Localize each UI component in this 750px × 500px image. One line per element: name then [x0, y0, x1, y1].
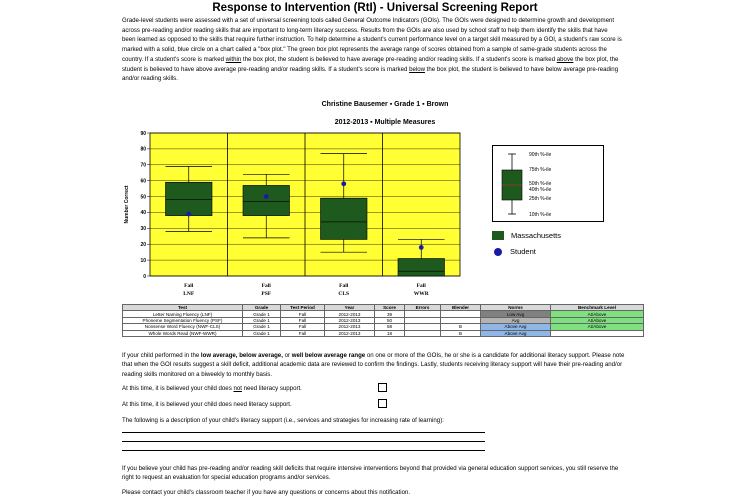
table-cell: Nonsense Word Fluency (NWF-CLS): [123, 324, 243, 330]
blue-dot-icon: [494, 248, 502, 256]
report-title: Response to Intervention (RtI) - Universal Screening Report: [212, 2, 538, 14]
table-cell: At/Above: [551, 324, 644, 330]
x-measure-label: WWR: [413, 291, 429, 297]
header-period: Test Period: [281, 305, 325, 311]
support-description-label: The following is a description of your child's literacy support (i.e., services and strategies for increasing rate of learning):: [122, 417, 444, 424]
header-score: Score: [375, 305, 405, 311]
header-grade: Grade: [243, 305, 281, 311]
table-cell: Letter Naming Fluency (LNF): [123, 311, 243, 317]
table-cell: Fall: [281, 324, 325, 330]
y-tick-label: 30: [140, 226, 146, 233]
legend-label: 75th %-ile: [529, 167, 552, 173]
legend-student: Student: [492, 247, 536, 256]
legend-massachusetts: Massachusetts: [492, 231, 561, 240]
intro-paragraph: [122, 16, 622, 84]
table-cell: Avg: [481, 317, 551, 323]
box-iqr: [398, 259, 445, 276]
table-cell: At/Above: [551, 311, 644, 317]
y-tick-label: 10: [140, 257, 146, 264]
x-season-label: Fall: [416, 283, 426, 289]
y-tick-label: 50: [140, 194, 146, 201]
intro-above: above: [556, 55, 574, 63]
table-cell: 2012-2013: [325, 317, 375, 323]
evaluation-paragraph: If you believe your child has pre-reading and/or reading skill deficits that require intensive interventions beyond that provided via general education support services, you still reserve the right to request an evaluation for special education programs and/or services.: [122, 465, 619, 482]
y-tick-label: 60: [140, 178, 146, 185]
table-cell: 50: [375, 317, 405, 323]
contact-paragraph: Please contact your child's classroom teacher if you have any questions or concerns about this notification.: [122, 489, 411, 496]
x-measure-label: CLS: [338, 291, 350, 297]
header-test: Test: [123, 305, 243, 311]
legend-label: 10th %-ile: [529, 212, 552, 218]
no-support-checkbox[interactable]: [378, 383, 387, 392]
table-cell: Grade 1: [243, 317, 281, 323]
table-cell: At/Above: [551, 317, 644, 323]
green-swatch-icon: [492, 231, 504, 240]
student-score-dot: [341, 181, 346, 186]
header-year: Year: [325, 305, 375, 311]
x-season-label: Fall: [339, 283, 349, 289]
no-support-statement: At this time, it is believed your child does not need literacy support.: [122, 385, 302, 392]
legend-label: 40th %-ile: [529, 187, 552, 193]
table-cell: Fall: [281, 317, 325, 323]
student-score-dot: [264, 194, 269, 199]
student-score-dot: [186, 212, 191, 217]
y-axis-label: Number Correct: [124, 185, 130, 224]
student-score-dot: [419, 245, 424, 250]
x-season-label: Fall: [261, 283, 271, 289]
description-line[interactable]: [122, 441, 485, 442]
intro-text-2: the box plot, the student is believed to have average pre-reading and/or reading skills. If a student's score is marked: [241, 55, 557, 63]
table-cell: Phoneme Segmentation Fluency (PSF): [123, 317, 243, 323]
description-line[interactable]: [122, 432, 485, 433]
x-season-label: Fall: [184, 283, 194, 289]
boxplot-chart: [120, 125, 472, 308]
box-iqr: [321, 198, 368, 239]
box-iqr: [243, 185, 290, 215]
percentile-legend: [492, 145, 604, 222]
table-cell: [551, 330, 644, 336]
needs-support-statement: At this time, it is believed your child does need literacy support.: [122, 401, 292, 408]
description-line[interactable]: [122, 450, 485, 451]
table-cell: Grade 1: [243, 330, 281, 336]
table-cell: [405, 330, 441, 336]
header-blender: Blender: [441, 305, 481, 311]
intro-text-3: the box plot, the student is believed to have above average pre-reading and/or reading skills. If a student's score is marked: [122, 55, 619, 73]
table-cell: B: [441, 324, 481, 330]
table-cell: B: [441, 330, 481, 336]
needs-support-checkbox[interactable]: [378, 399, 387, 408]
intro-below: below: [409, 65, 425, 73]
x-measure-label: LNF: [183, 291, 195, 297]
y-tick-label: 70: [140, 162, 146, 169]
table-cell: 2012-2013: [325, 324, 375, 330]
y-tick-label: 90: [140, 130, 146, 137]
table-cell: 39: [375, 311, 405, 317]
legend-label: 90th %-ile: [529, 152, 552, 158]
table-cell: Above Avg: [481, 324, 551, 330]
header-errors: Errors: [405, 305, 441, 311]
table-cell: 18: [375, 330, 405, 336]
legend-label: 25th %-ile: [529, 196, 552, 202]
legend-boxplot: [493, 146, 603, 221]
y-tick-label: 20: [140, 242, 146, 249]
y-tick-label: 80: [140, 146, 146, 153]
table-cell: 2012-2013: [325, 311, 375, 317]
intro-within: within: [225, 55, 242, 63]
table-cell: Grade 1: [243, 324, 281, 330]
table-cell: Fall: [281, 330, 325, 336]
y-tick-label: 0: [143, 273, 146, 280]
y-tick-label: 40: [140, 210, 146, 217]
table-cell: 2012-2013: [325, 330, 375, 336]
chart-title: 2012-2013 ▪ Multiple Measures: [334, 119, 436, 126]
table-cell: Above Avg: [481, 330, 551, 336]
table-cell: 58: [375, 324, 405, 330]
support-paragraph: If your child performed in the low average, below average, or well below average range on one or more of the GOIs, he or she is a candidate for additional literacy support. Please note that when the GOI results suggest a skill deficit, additional academic data are reviewed to confirm the findings. Lastly, students receiving literacy support will have their pre-reading and/or reading skills monitored on a biweekly to monthly basis.: [122, 352, 625, 378]
legend-label: 50th %-ile: [529, 181, 552, 187]
box-iqr: [166, 182, 213, 215]
table-cell: Low Avg: [481, 311, 551, 317]
intro-text-1: Grade-level students were assessed with a set of universal screening tools called General Outcome Indicators (GOIs). The GOIs were designed to determine growth and development across pre-reading and/or reading skills that are important to long-term literacy success. Results from the GOIs are also used by school staff to help them identify the skills that have been learned as opposed to the skills that require further instruction. To help determine a student's current performance level on a target skill measured by a GOI, a student's raw score is marked with a solid, blue circle on a chart called a "box plot." The green box plot represents the average range of scores obtained from a sample of same-grade students across the country. If a student's score is marked: [122, 17, 622, 63]
header-benchmark: Benchmark Level: [551, 305, 644, 311]
table-cell: Grade 1: [243, 311, 281, 317]
header-norms: Norms: [481, 305, 551, 311]
intro-text-4: the box plot, the student is believed to have below average pre-reading and/or reading skills.: [122, 65, 619, 83]
scores-table: [122, 304, 644, 337]
student-info: Christine Bausemer ▪ Grade 1 ▪ Brown: [321, 101, 449, 108]
table-row: [123, 330, 644, 336]
table-cell: Fall: [281, 311, 325, 317]
x-measure-label: PSF: [261, 291, 272, 297]
table-cell: Whole Words Read (NWF-WWR): [123, 330, 243, 336]
